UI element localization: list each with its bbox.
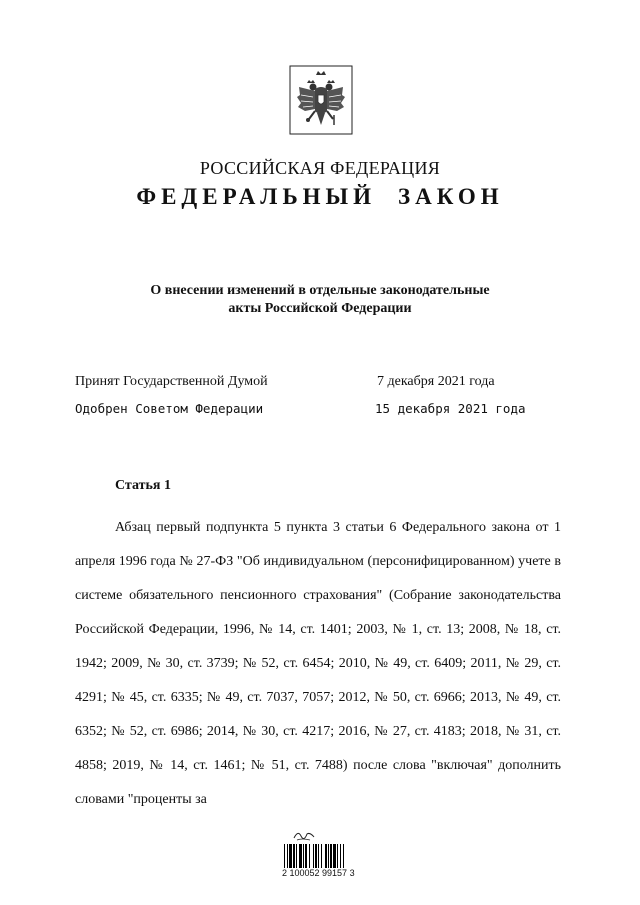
adoption-label: Одобрен Советом Федерации — [75, 401, 264, 416]
law-subject-line-1: О внесении изменений в отдельные законодательные — [150, 283, 490, 298]
barcode-block — [282, 828, 362, 884]
law-subject-line-2: акты Российской Федерации — [228, 301, 412, 316]
adoption-date: 15 декабря 2021 года — [375, 401, 526, 416]
law-type-word-1: ФЕДЕРАЛЬНЫЙ — [136, 184, 377, 209]
document-type-title — [0, 184, 640, 210]
barcode-number: 2 100052 99157 3 — [282, 868, 355, 878]
adoption-date: 7 декабря 2021 года — [377, 374, 495, 389]
barcode-icon — [282, 844, 362, 868]
adoption-label: Принят Государственной Думой — [75, 374, 268, 389]
country-name: РОССИЙСКАЯ ФЕДЕРАЦИЯ — [199, 158, 441, 178]
law-subject — [0, 282, 640, 318]
coat-of-arms-icon — [289, 65, 353, 135]
article-body: Абзац первый подпункта 5 пункта 3 статьи 6 Федерального закона от 1 апреля 1996 года № 27-ФЗ "Об индивидуальном (персонифицированном) учете в системе обязательного пенсионного страхования" (Собрание законодательства Российской Федерации, 1996, № 14, ст. 1401; 2003, № 1, ст. 13; 2008, № 18, ст. 1942; 2009, № 30, ст. 3739; № 52, ст. 6454; 2010, № 49, ст. 6409; 2011, № 29, ст. 4291; № 45, ст. 6335; № 49, ст. 7037, 7057; 2012, № 50, ст. 6966; 2013, № 49, ст. 6352; № 52, ст. 6986; 2014, № 30, ст. 4217; 2016, № 27, ст. 4183; 2018, № 31, ст. 4858; 2019, № 14, ст. 1461; № 51, ст. 7488) после слова "включая" дополнить словами "проценты за — [75, 520, 561, 807]
signature-mark-icon — [292, 828, 316, 842]
law-type-word-2: ЗАКОН — [398, 184, 504, 209]
adoption-row-duma — [75, 374, 545, 401]
article-title: Статья 1 — [115, 478, 171, 493]
adoption-row-council — [75, 401, 545, 428]
adoption-dates — [75, 374, 545, 428]
